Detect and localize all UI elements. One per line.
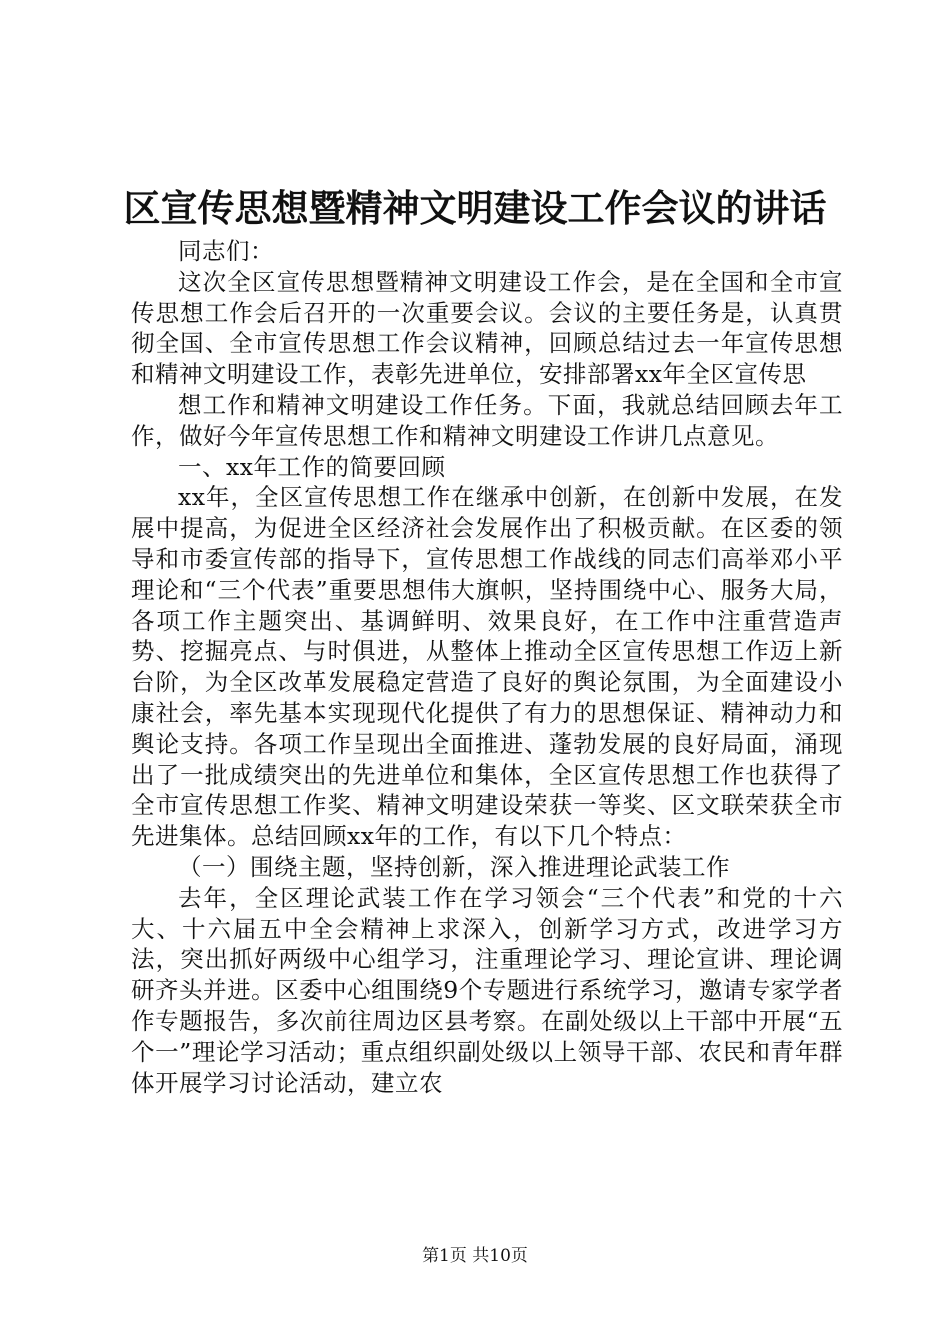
document-title: 区宣传思想暨精神文明建设工作会议的讲话 bbox=[123, 186, 827, 230]
subsection-heading-1: （一）围绕主题，坚持创新，深入推进理论武装工作 bbox=[178, 852, 730, 881]
paragraph-theory: 去年，全区理论武装工作在学习领会“三个代表”和党的十六大、十六届五中全会精神上求深入，创新学习方式，改进学习方法，突出抓好两级中心组学习，注重理论学习、理论宣讲、理论调研齐头并进。区委中心组围绕9个专题进行系统学习，邀请专家学者作专题报告，多次前往周边区县考察。在副处级以上干部中开展“五个一”理论学习活动；重点组织副处级以上领导干部、农民和青年群体开展学习讨论活动，建立农 bbox=[131, 883, 843, 1097]
salutation: 同志们： bbox=[178, 237, 274, 265]
paragraph-review: xx年，全区宣传思想工作在继承中创新，在创新中发展，在发展中提高，为促进全区经济社会发展作出了积极贡献。在区委的领导和市委宣传部的指导下，宣传思想工作战线的同志们高举邓小平理论和“三个代表”重要思想伟大旗帜，坚持围绕中心、服务大局，各项工作主题突出、基调鲜明、效果良好，在工作中注重营造声势、挖掘亮点、与时俱进，从整体上推动全区宣传思想工作迈上新台阶，为全区改革发展稳定营造了良好的舆论氛围，为全面建设小康社会，率先基本实现现代化提供了有力的思想保证、精神动力和舆论支持。各项工作呈现出全面推进、蓬勃发展的良好局面，涌现出了一批成绩突出的先进单位和集体，全区宣传思想工作也获得了全市宣传思想工作奖、精神文明建设荣获一等奖、区文联荣获全市先进集体。总结回顾xx年的工作，有以下几个特点： bbox=[131, 483, 843, 851]
document-body bbox=[131, 236, 843, 1098]
section-heading-1: 一、xx年工作的简要回顾 bbox=[178, 452, 446, 481]
paragraph-intro-continued: 想工作和精神文明建设工作任务。下面，我就总结回顾去年工作，做好今年宣传思想工作和精神文明建设工作讲几点意见。 bbox=[131, 390, 843, 450]
page-number-footer: 第1页 共10页 bbox=[422, 1246, 528, 1266]
paragraph-intro: 这次全区宣传思想暨精神文明建设工作会，是在全国和全市宣传思想工作会后召开的一次重要会议。会议的主要任务是，认真贯彻全国、全市宣传思想工作会议精神，回顾总结过去一年宣传思想和精神文明建设工作，表彰先进单位，安排部署xx年全区宣传思 bbox=[131, 267, 843, 389]
